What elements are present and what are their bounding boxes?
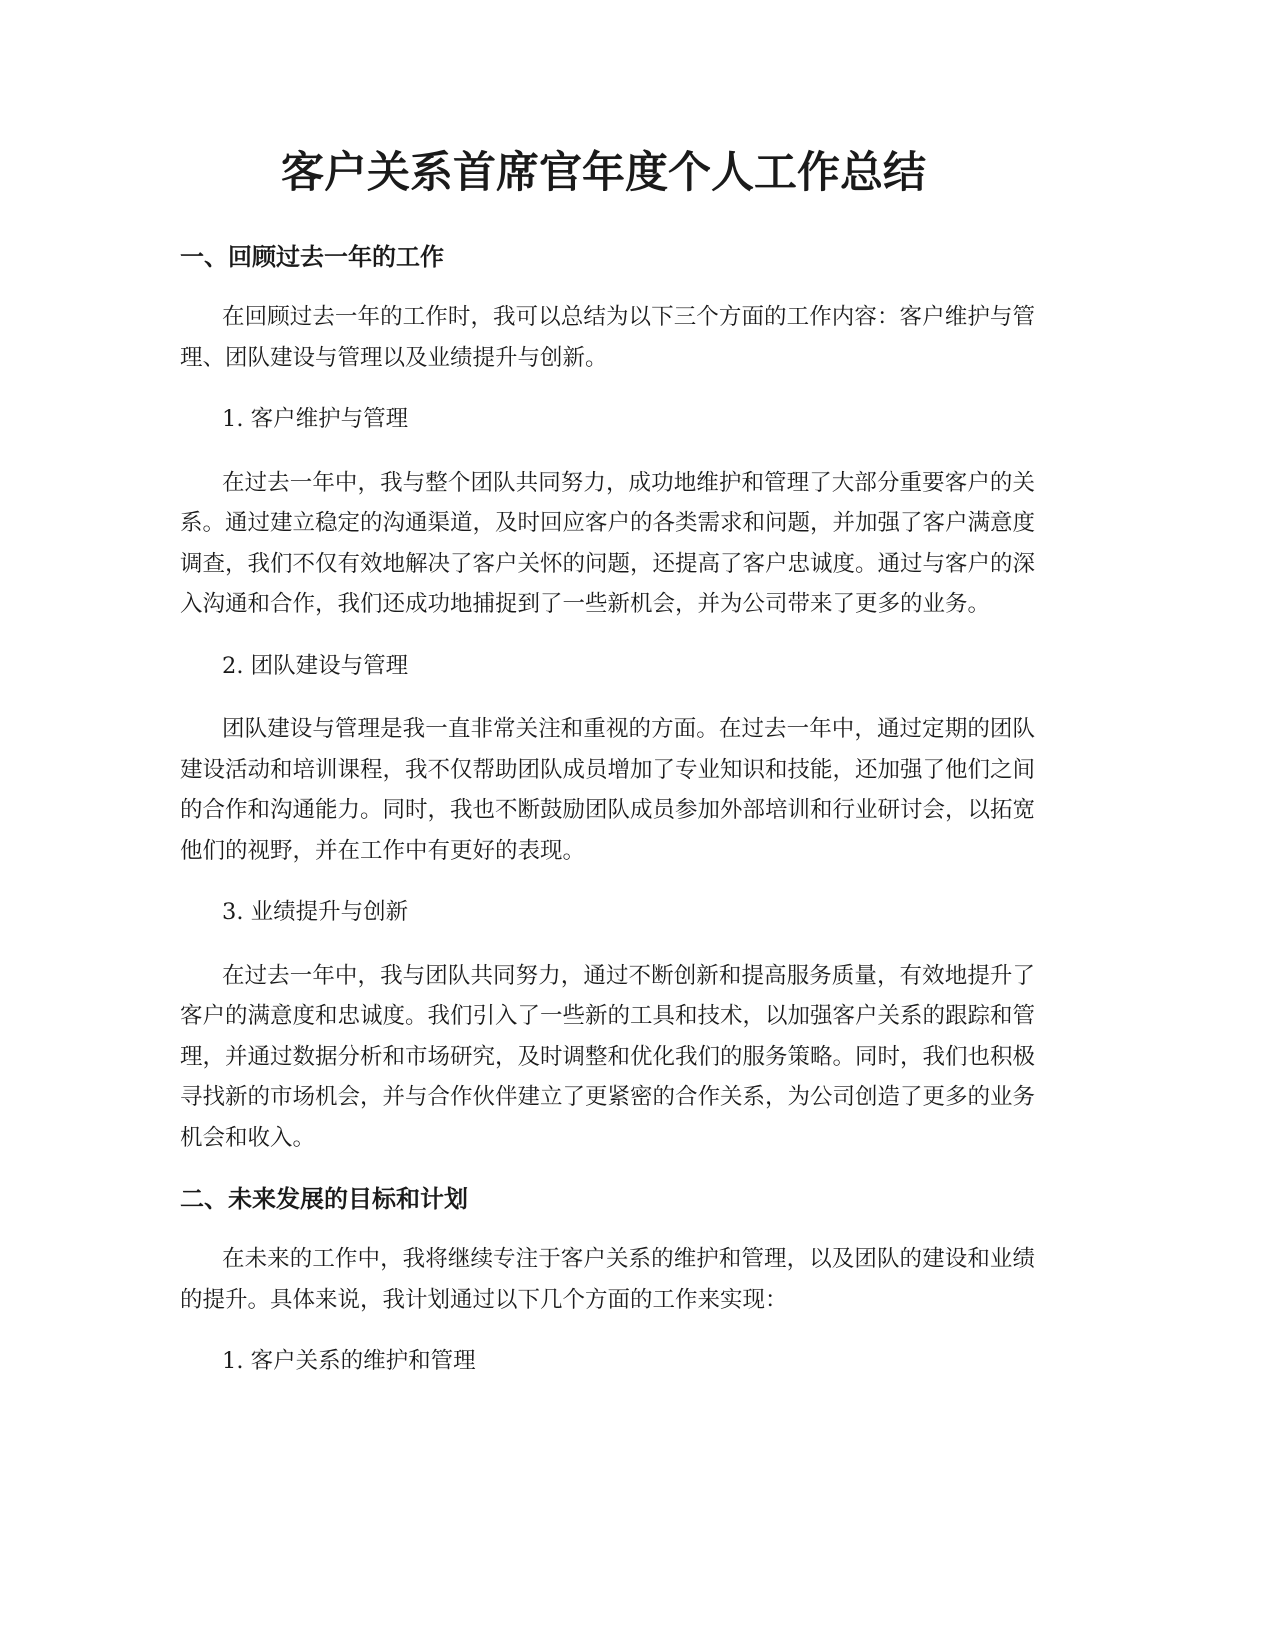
section-intro-paragraph: 在未来的工作中，我将继续专注于客户关系的维护和管理，以及团队的建设和业绩的提升。具体来说，我计划通过以下几个方面的工作来实现： — [180, 1246, 1035, 1313]
list-item-label: 3. 业绩提升与创新 — [222, 899, 409, 925]
body-paragraph: 在过去一年中，我与团队共同努力，通过不断创新和提高服务质量，有效地提升了客户的满意度和忠诚度。我们引入了一些新的工具和技术，以加强客户关系的跟踪和管理，并通过数据分析和市场研究，及时调整和优化我们的服务策略。同时，我们也积极寻找新的市场机会，并与合作伙伴建立了更紧密的合作关系，为公司创造了更多的业务机会和收入。 — [180, 962, 1036, 1151]
body-paragraph: 在过去一年中，我与整个团队共同努力，成功地维护和管理了大部分重要客户的关系。通过建立稳定的沟通渠道，及时回应客户的各类需求和问题，并加强了客户满意度调查，我们不仅有效地解决了客户关怀的问题，还提高了客户忠诚度。通过与客户的深入沟通和合作，我们还成功地捕捉到了一些新机会，并为公司带来了更多的业务。 — [180, 469, 1036, 617]
body-paragraph: 团队建设与管理是我一直非常关注和重视的方面。在过去一年中，通过定期的团队建设活动和培训课程，我不仅帮助团队成员增加了专业知识和技能，还加强了他们之间的合作和沟通能力。同时，我也不断鼓励团队成员参加外部培训和行业研讨会，以拓宽他们的视野，并在工作中有更好的表现。 — [180, 716, 1036, 864]
list-item-label: 1. 客户维护与管理 — [222, 406, 409, 432]
section-heading-review: 一、回顾过去一年的工作 — [180, 243, 444, 271]
list-item-label: 2. 团队建设与管理 — [222, 652, 409, 679]
section-intro-paragraph: 在回顾过去一年的工作时，我可以总结为以下三个方面的工作内容：客户维护与管理、团队建设与管理以及业绩提升与创新。 — [180, 304, 1035, 371]
document-title: 客户关系首席官年度个人工作总结 — [281, 148, 926, 198]
section-heading-future: 二、未来发展的目标和计划 — [180, 1185, 468, 1213]
document-page — [180, 140, 1035, 1382]
list-item-label: 1. 客户关系的维护和管理 — [222, 1348, 476, 1374]
